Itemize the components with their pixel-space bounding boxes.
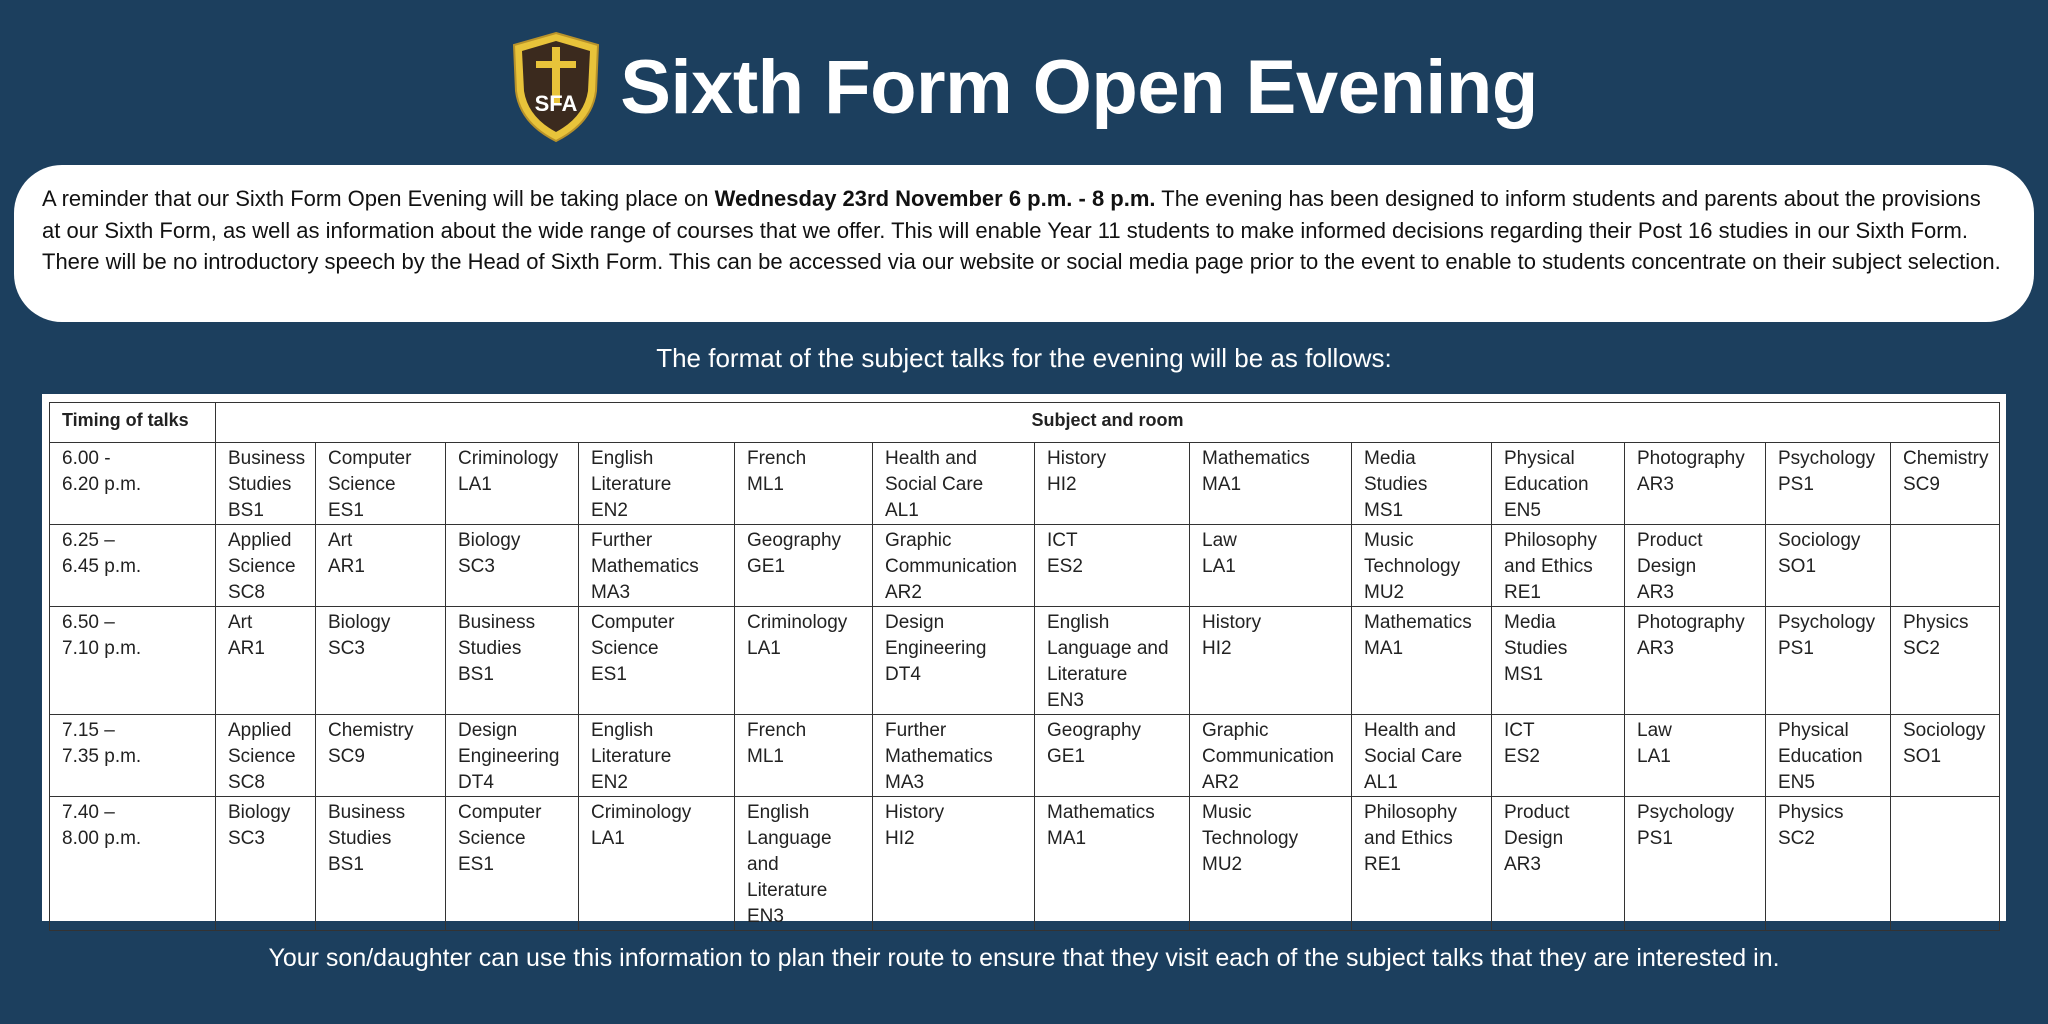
subject-room-cell: Music Technology MU2 [1190, 797, 1352, 931]
intro-text-start: A reminder that our Sixth Form Open Evening will be taking place on [42, 186, 715, 211]
subject-room-cell: Biology SC3 [216, 797, 316, 931]
subject-room-cell: ICT ES2 [1492, 715, 1625, 797]
subject-room-cell: Media Studies MS1 [1492, 607, 1625, 715]
table-header-row [50, 403, 2000, 443]
intro-panel [14, 165, 2034, 322]
subject-room-cell: Business Studies BS1 [216, 443, 316, 525]
subject-room-cell: English Literature EN2 [579, 715, 735, 797]
subject-room-cell: Business Studies BS1 [446, 607, 579, 715]
subject-room-cell: Psychology PS1 [1766, 607, 1891, 715]
subject-room-cell: Media Studies MS1 [1352, 443, 1492, 525]
subject-room-cell: Criminology LA1 [446, 443, 579, 525]
school-crest-logo [510, 31, 602, 143]
subject-room-cell: Mathematics MA1 [1190, 443, 1352, 525]
subject-room-cell: Psychology PS1 [1625, 797, 1766, 931]
subject-room-cell: Physics SC2 [1891, 607, 2000, 715]
subject-room-cell: Law LA1 [1625, 715, 1766, 797]
schedule-table [49, 402, 2000, 931]
subject-room-cell: Business Studies BS1 [316, 797, 446, 931]
svg-text:SFA: SFA [534, 91, 578, 116]
subject-room-cell [1891, 797, 2000, 931]
subject-room-cell: Chemistry SC9 [1891, 443, 2000, 525]
time-slot-cell: 7.40 – 8.00 p.m. [50, 797, 216, 931]
subject-room-cell: Computer Science ES1 [579, 607, 735, 715]
subject-room-cell: Geography GE1 [1035, 715, 1190, 797]
subject-room-cell: English Language and Literature EN3 [735, 797, 873, 931]
subject-room-cell: Computer Science ES1 [446, 797, 579, 931]
subject-room-cell: Physical Education EN5 [1766, 715, 1891, 797]
subject-room-cell: Graphic Communication AR2 [1190, 715, 1352, 797]
subject-room-cell: Computer Science ES1 [316, 443, 446, 525]
subject-room-cell: Product Design AR3 [1492, 797, 1625, 931]
table-row [50, 797, 2000, 931]
subject-room-header: Subject and room [216, 403, 2000, 443]
subject-room-cell: Art AR1 [316, 525, 446, 607]
subject-room-cell: Further Mathematics MA3 [873, 715, 1035, 797]
footer-note: Your son/daughter can use this information to plan their route to ensure that they visit each of the subject talks that they are interested in. [268, 944, 1780, 972]
subject-room-cell: Sociology SO1 [1891, 715, 2000, 797]
subject-room-cell: History HI2 [873, 797, 1035, 931]
subject-room-cell: Product Design AR3 [1625, 525, 1766, 607]
time-slot-cell: 6.50 – 7.10 p.m. [50, 607, 216, 715]
subject-room-cell: Sociology SO1 [1766, 525, 1891, 607]
subject-room-cell: Design Engineering DT4 [446, 715, 579, 797]
subject-room-cell: Mathematics MA1 [1035, 797, 1190, 931]
subject-room-cell: Physical Education EN5 [1492, 443, 1625, 525]
schedule-table-panel [42, 394, 2006, 927]
subject-room-cell: Further Mathematics MA3 [579, 525, 735, 607]
subject-room-cell: Criminology LA1 [579, 797, 735, 931]
event-date: Wednesday 23rd November 6 p.m. - 8 p.m. [714, 186, 1156, 211]
subject-room-cell: Biology SC3 [446, 525, 579, 607]
subject-room-cell: Geography GE1 [735, 525, 873, 607]
subject-room-cell: Biology SC3 [316, 607, 446, 715]
subject-room-cell: English Language and Literature EN3 [1035, 607, 1190, 715]
subject-room-cell: Graphic Communication AR2 [873, 525, 1035, 607]
table-body [50, 443, 2000, 931]
subject-room-cell: Psychology PS1 [1766, 443, 1891, 525]
time-slot-cell: 6.25 – 6.45 p.m. [50, 525, 216, 607]
table-row [50, 525, 2000, 607]
subject-room-cell: Photography AR3 [1625, 607, 1766, 715]
subject-room-cell: Applied Science SC8 [216, 525, 316, 607]
subject-room-cell: Design Engineering DT4 [873, 607, 1035, 715]
subject-room-cell: Health and Social Care AL1 [873, 443, 1035, 525]
subject-room-cell: Applied Science SC8 [216, 715, 316, 797]
intro-text-rest: The evening has been designed to inform students and parents about the provisions at our Sixth Form, as well as information about the wide range of courses that we offer. This will enable Year 11 students to make informed decisions regarding their Post 16 studies in our Sixth Form. There will be no introductory speech by the Head of Sixth Form. This can be accessed via our website or social media page prior to the event to enable to students concentrate on their subject selection. [42, 186, 2001, 274]
table-row [50, 607, 2000, 715]
header [0, 28, 2048, 146]
table-row [50, 443, 2000, 525]
subject-room-cell: History HI2 [1035, 443, 1190, 525]
subject-room-cell: French ML1 [735, 443, 873, 525]
subject-room-cell: Chemistry SC9 [316, 715, 446, 797]
time-slot-cell: 7.15 – 7.35 p.m. [50, 715, 216, 797]
subject-room-cell: History HI2 [1190, 607, 1352, 715]
subject-room-cell: Music Technology MU2 [1352, 525, 1492, 607]
timing-header: Timing of talks [50, 403, 216, 443]
subject-room-cell: French ML1 [735, 715, 873, 797]
subject-room-cell: Philosophy and Ethics RE1 [1352, 797, 1492, 931]
page-title: Sixth Form Open Evening [620, 44, 1538, 130]
subject-room-cell: English Literature EN2 [579, 443, 735, 525]
subject-room-cell [1891, 525, 2000, 607]
subject-room-cell: Physics SC2 [1766, 797, 1891, 931]
format-heading: The format of the subject talks for the evening will be as follows: [656, 343, 1392, 373]
subject-room-cell: ICT ES2 [1035, 525, 1190, 607]
subject-room-cell: Criminology LA1 [735, 607, 873, 715]
table-row [50, 715, 2000, 797]
subject-room-cell: Health and Social Care AL1 [1352, 715, 1492, 797]
subject-room-cell: Mathematics MA1 [1352, 607, 1492, 715]
subject-room-cell: Photography AR3 [1625, 443, 1766, 525]
time-slot-cell: 6.00 - 6.20 p.m. [50, 443, 216, 525]
subject-room-cell: Art AR1 [216, 607, 316, 715]
subject-room-cell: Law LA1 [1190, 525, 1352, 607]
subject-room-cell: Philosophy and Ethics RE1 [1492, 525, 1625, 607]
